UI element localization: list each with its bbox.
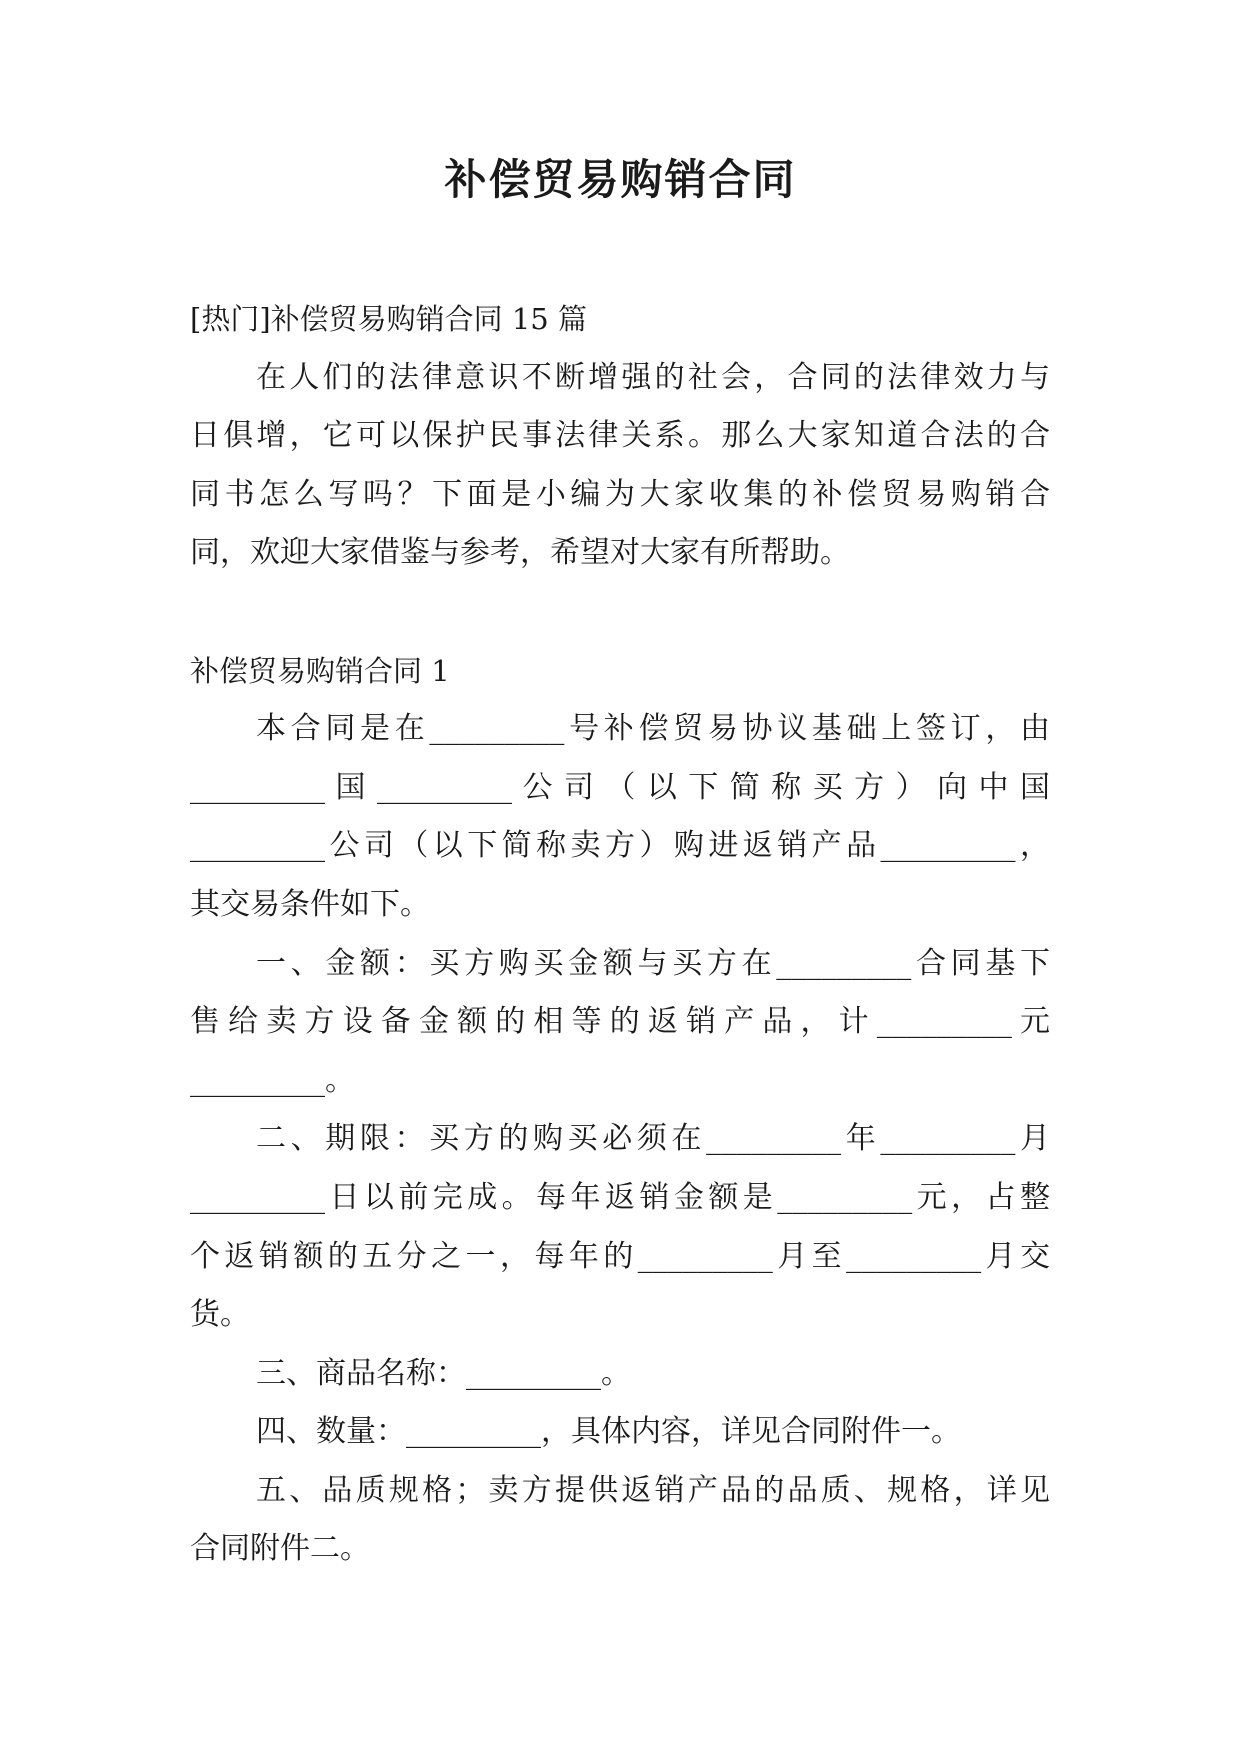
intro-line-2: 日俱增，它可以保护民事法律关系。那么大家知道合法的合 (190, 418, 1050, 454)
clause-amount-line-1: 一、金额：买方购买金额与买方在_________合同基下 (256, 945, 1050, 981)
document-body (190, 290, 1050, 1579)
document-title: 补偿贸易购销合同 (444, 155, 797, 204)
clause-term-line-3: 个返销额的五分之一，每年的_________月至_________月交 (190, 1238, 1050, 1274)
intro-line-1: 在人们的法律意识不断增强的社会，合同的法律效力与 (256, 359, 1050, 395)
section-spacer (190, 583, 1050, 642)
clause-product-name: 三、商品名称：_________。 (256, 1355, 631, 1391)
clause-term-line-4: 货。 (190, 1297, 250, 1333)
clause-amount-line-3: _________。 (190, 1062, 355, 1098)
body-line-2: _________ 国 _________ 公 司 （ 以 下 简 称 买 方 ） 向 中 国 (190, 769, 1050, 805)
body-line-3: _________公司（以下简称卖方）购进返销产品_________， (190, 828, 1050, 864)
clause-term-line-2: _________日以前完成。每年返销金额是_________元，占整 (190, 1179, 1050, 1215)
clause-quality-line-2: 合同附件二。 (190, 1531, 370, 1567)
intro-line-3: 同书怎么写吗？下面是小编为大家收集的补偿贸易购销合 (190, 476, 1050, 512)
section-heading: 补偿贸易购销合同 1 (190, 653, 450, 688)
body-line-1: 本合同是在_________号补偿贸易协议基础上签订，由 (256, 711, 1050, 747)
clause-quantity: 四、数量：_________，具体内容，详见合同附件一。 (256, 1414, 961, 1450)
body-line-4: 其交易条件如下。 (190, 886, 430, 922)
clause-term-line-1: 二、期限：买方的购买必须在_________年_________月 (256, 1121, 1050, 1157)
clause-amount-line-2: 售给卖方设备金额的相等的返销产品，计_________元 (190, 1004, 1050, 1040)
clause-quality-line-1: 五、品质规格；卖方提供返销产品的品质、规格，详见 (256, 1472, 1050, 1508)
intro-line-4: 同，欢迎大家借鉴与参考，希望对大家有所帮助。 (190, 535, 850, 571)
document-subtitle: [热门]补偿贸易购销合同 15 篇 (190, 302, 587, 336)
